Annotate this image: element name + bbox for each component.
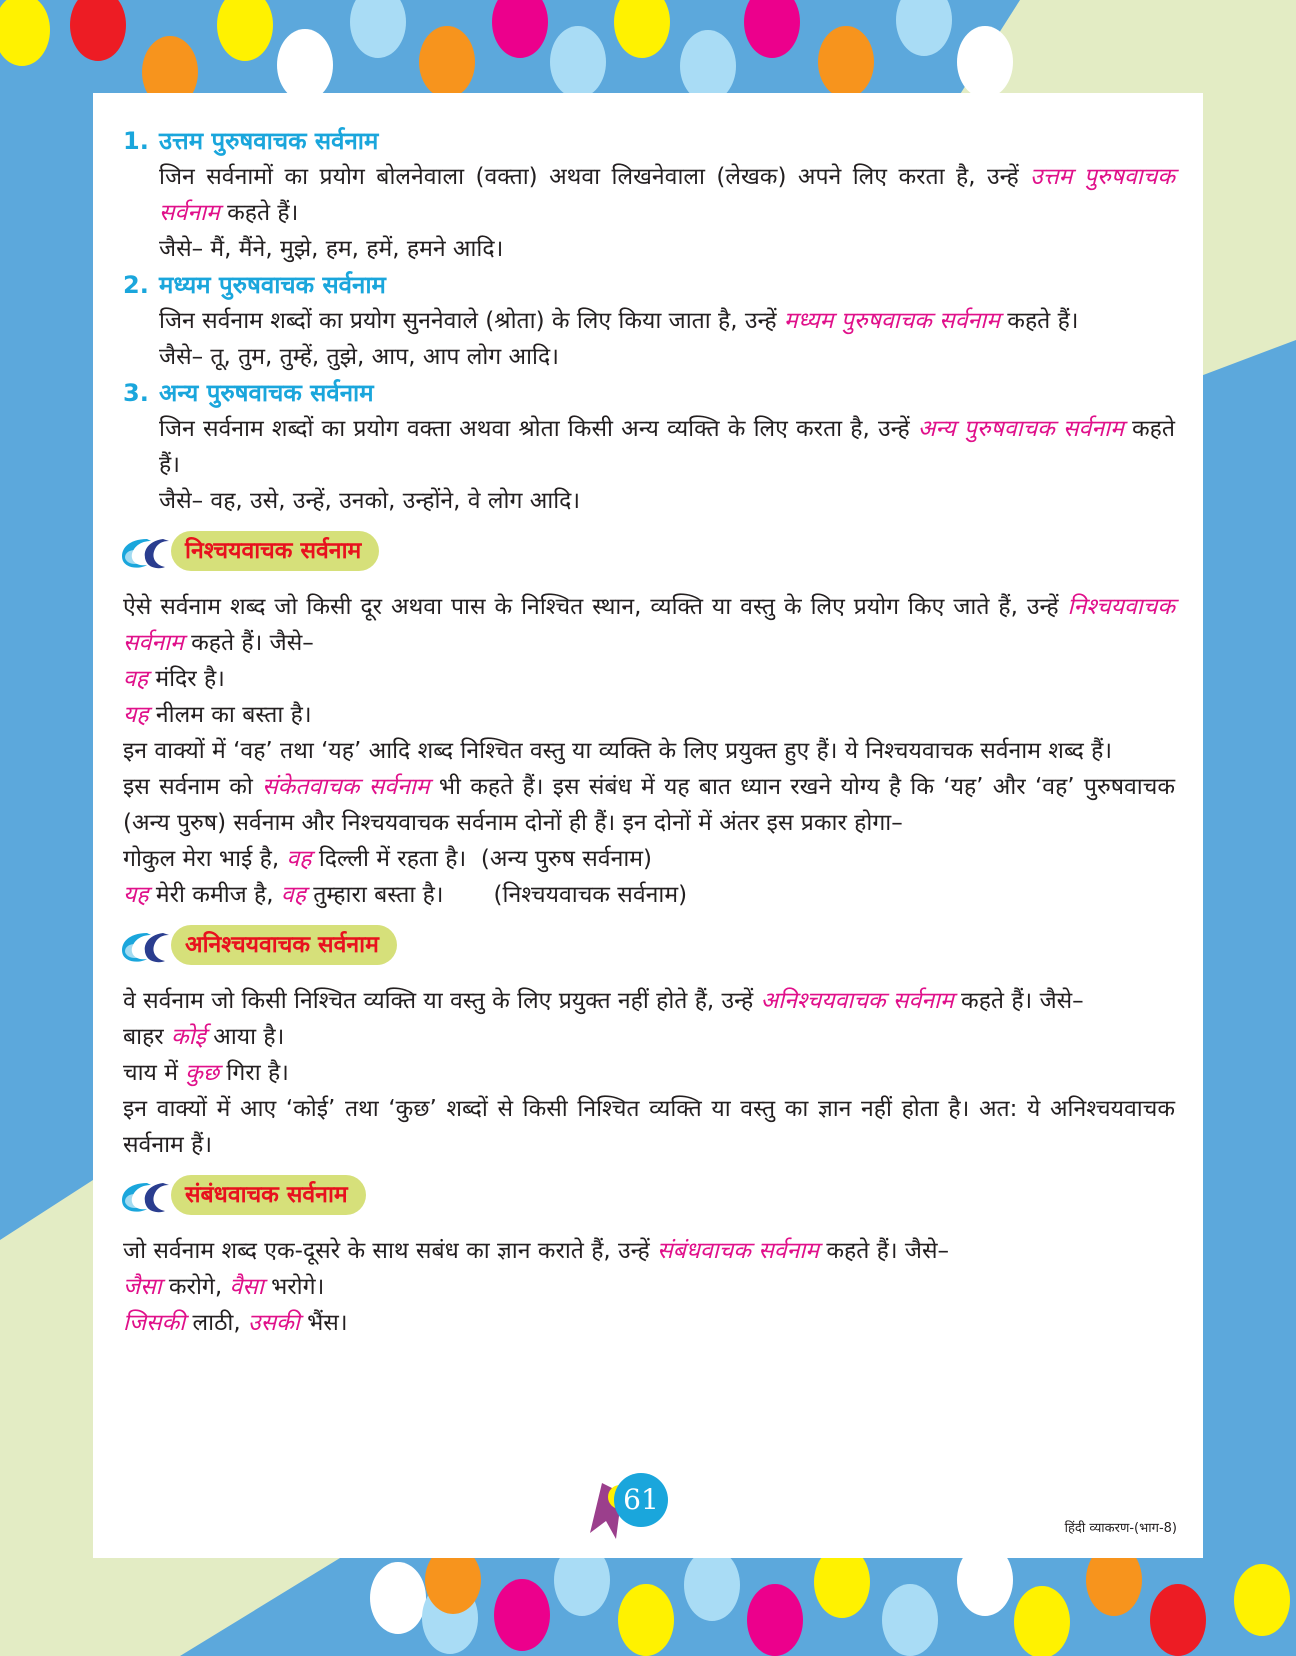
page-content: [123, 123, 1175, 1341]
page-number-badge: [580, 1473, 680, 1543]
example-line: जैसा करोगे, वैसा भरोगे।: [123, 1274, 325, 1300]
definition-paragraph: ऐसे सर्वनाम शब्द जो किसी दूर अथवा पास के निश्चित स्थान, व्यक्ति या वस्तु के लिए प्रयोग किए जाते हैं, उन्हें निश्चयवाचक सर्वनाम कहते हैं। जैसे–: [123, 594, 1176, 656]
explanation-paragraph: इस सर्वनाम को संकेतवाचक सर्वनाम भी कहते हैं। इस संबंध में यह बात ध्यान रखने योग्य है कि ‘यह’ और ‘वह’ पुरुषवाचक (अन्य पुरुष) सर्वनाम और निश्चयवाचक सर्वनाम दोनों ही हैं। इन दोनों में अंतर इस प्रकार होगा–: [123, 774, 1176, 836]
subsection-heading: 2. मध्यम पुरुषवाचक सर्वनाम: [123, 271, 386, 299]
example-line: जिसकी लाठी, उसकी भैंस।: [123, 1310, 348, 1336]
example-line: बाहर कोई आया है।: [123, 1024, 285, 1050]
example-line: जैसे– वह, उसे, उन्हें, उनको, उन्होंने, वे लोग आदि।: [159, 488, 581, 514]
swirl-icon: [117, 1179, 179, 1215]
page-number: 61: [614, 1473, 668, 1527]
definition-paragraph: जिन सर्वनाम शब्दों का प्रयोग वक्ता अथवा श्रोता किसी अन्य व्यक्ति के लिए करता है, उन्हें अन्य पुरुषवाचक सर्वनाम कहते हैं।: [159, 416, 1175, 478]
comparison-line: यह मेरी कमीज है, वह तुम्हारा बस्ता है। (निश्चयवाचक सर्वनाम): [123, 882, 688, 908]
footer-book-title: हिंदी व्याकरण-(भाग-8): [1064, 1521, 1177, 1536]
example-line: जैसे– तू, तुम, तुम्हें, तुझे, आप, आप लोग आदि।: [159, 344, 559, 370]
definition-paragraph: जिन सर्वनामों का प्रयोग बोलनेवाला (वक्ता) अथवा लिखनेवाला (लेखक) अपने लिए करता है, उन्हें उत्तम पुरुषवाचक सर्वनाम कहते हैं।: [159, 164, 1175, 226]
bottom-dots-decoration: [370, 1544, 1290, 1656]
subsection-heading: 1. उत्तम पुरुषवाचक सर्वनाम: [123, 127, 379, 155]
definition-paragraph: जो सर्वनाम शब्द एक-दूसरे के साथ सबंध का ज्ञान कराते हैं, उन्हें संबंधवाचक सर्वनाम कहते हैं। जैसे–: [123, 1238, 950, 1264]
section-heading-nishchay: [123, 531, 1175, 575]
swirl-icon: [117, 535, 179, 571]
definition-paragraph: वे सर्वनाम जो किसी निश्चित व्यक्ति या वस्तु के लिए प्रयुक्त नहीं होते हैं, उन्हें अनिश्चयवाचक सर्वनाम कहते हैं। जैसे–: [123, 988, 1084, 1014]
section-heading-pill: अनिश्चयवाचक सर्वनाम: [171, 925, 397, 965]
section-heading-sambandh: [123, 1175, 1175, 1219]
explanation-paragraph: इन वाक्यों में आए ‘कोई’ तथा ‘कुछ’ शब्दों से किसी निश्चित व्यक्ति या वस्तु का ज्ञान नहीं होता है। अत: ये अनिश्चयवाचक सर्वनाम हैं।: [123, 1096, 1175, 1158]
section-heading-pill: संबंधवाचक सर्वनाम: [171, 1175, 366, 1215]
explanation-paragraph: इन वाक्यों में ‘वह’ तथा ‘यह’ आदि शब्द निश्चित वस्तु या व्यक्ति के लिए प्रयुक्त हुए हैं। ये निश्चयवाचक सर्वनाम शब्द हैं।: [123, 738, 1113, 764]
comparison-line: गोकुल मेरा भाई है, वह दिल्ली में रहता है। (अन्य पुरुष सर्वनाम): [123, 846, 653, 872]
example-line: यह नीलम का बस्ता है।: [123, 702, 312, 728]
section-heading-pill: निश्चयवाचक सर्वनाम: [171, 531, 379, 571]
subsection-uttam: [123, 123, 1175, 267]
example-line: जैसे– मैं, मैंने, मुझे, हम, हमें, हमने आदि।: [159, 236, 504, 262]
subsection-madhyam: [123, 267, 1175, 375]
example-line: वह मंदिर है।: [123, 666, 225, 692]
page-sheet: [93, 93, 1203, 1558]
definition-paragraph: जिन सर्वनाम शब्दों का प्रयोग सुननेवाले (श्रोता) के लिए किया जाता है, उन्हें मध्यम पुरुषवाचक सर्वनाम कहते हैं।: [159, 308, 1079, 334]
top-dots-decoration: [0, 0, 1013, 108]
subsection-heading: 3. अन्य पुरुषवाचक सर्वनाम: [123, 379, 374, 407]
swirl-icon: [117, 929, 179, 965]
example-line: चाय में कुछ गिरा है।: [123, 1060, 289, 1086]
subsection-anya: [123, 375, 1175, 519]
section-heading-anishchay: [123, 925, 1175, 969]
